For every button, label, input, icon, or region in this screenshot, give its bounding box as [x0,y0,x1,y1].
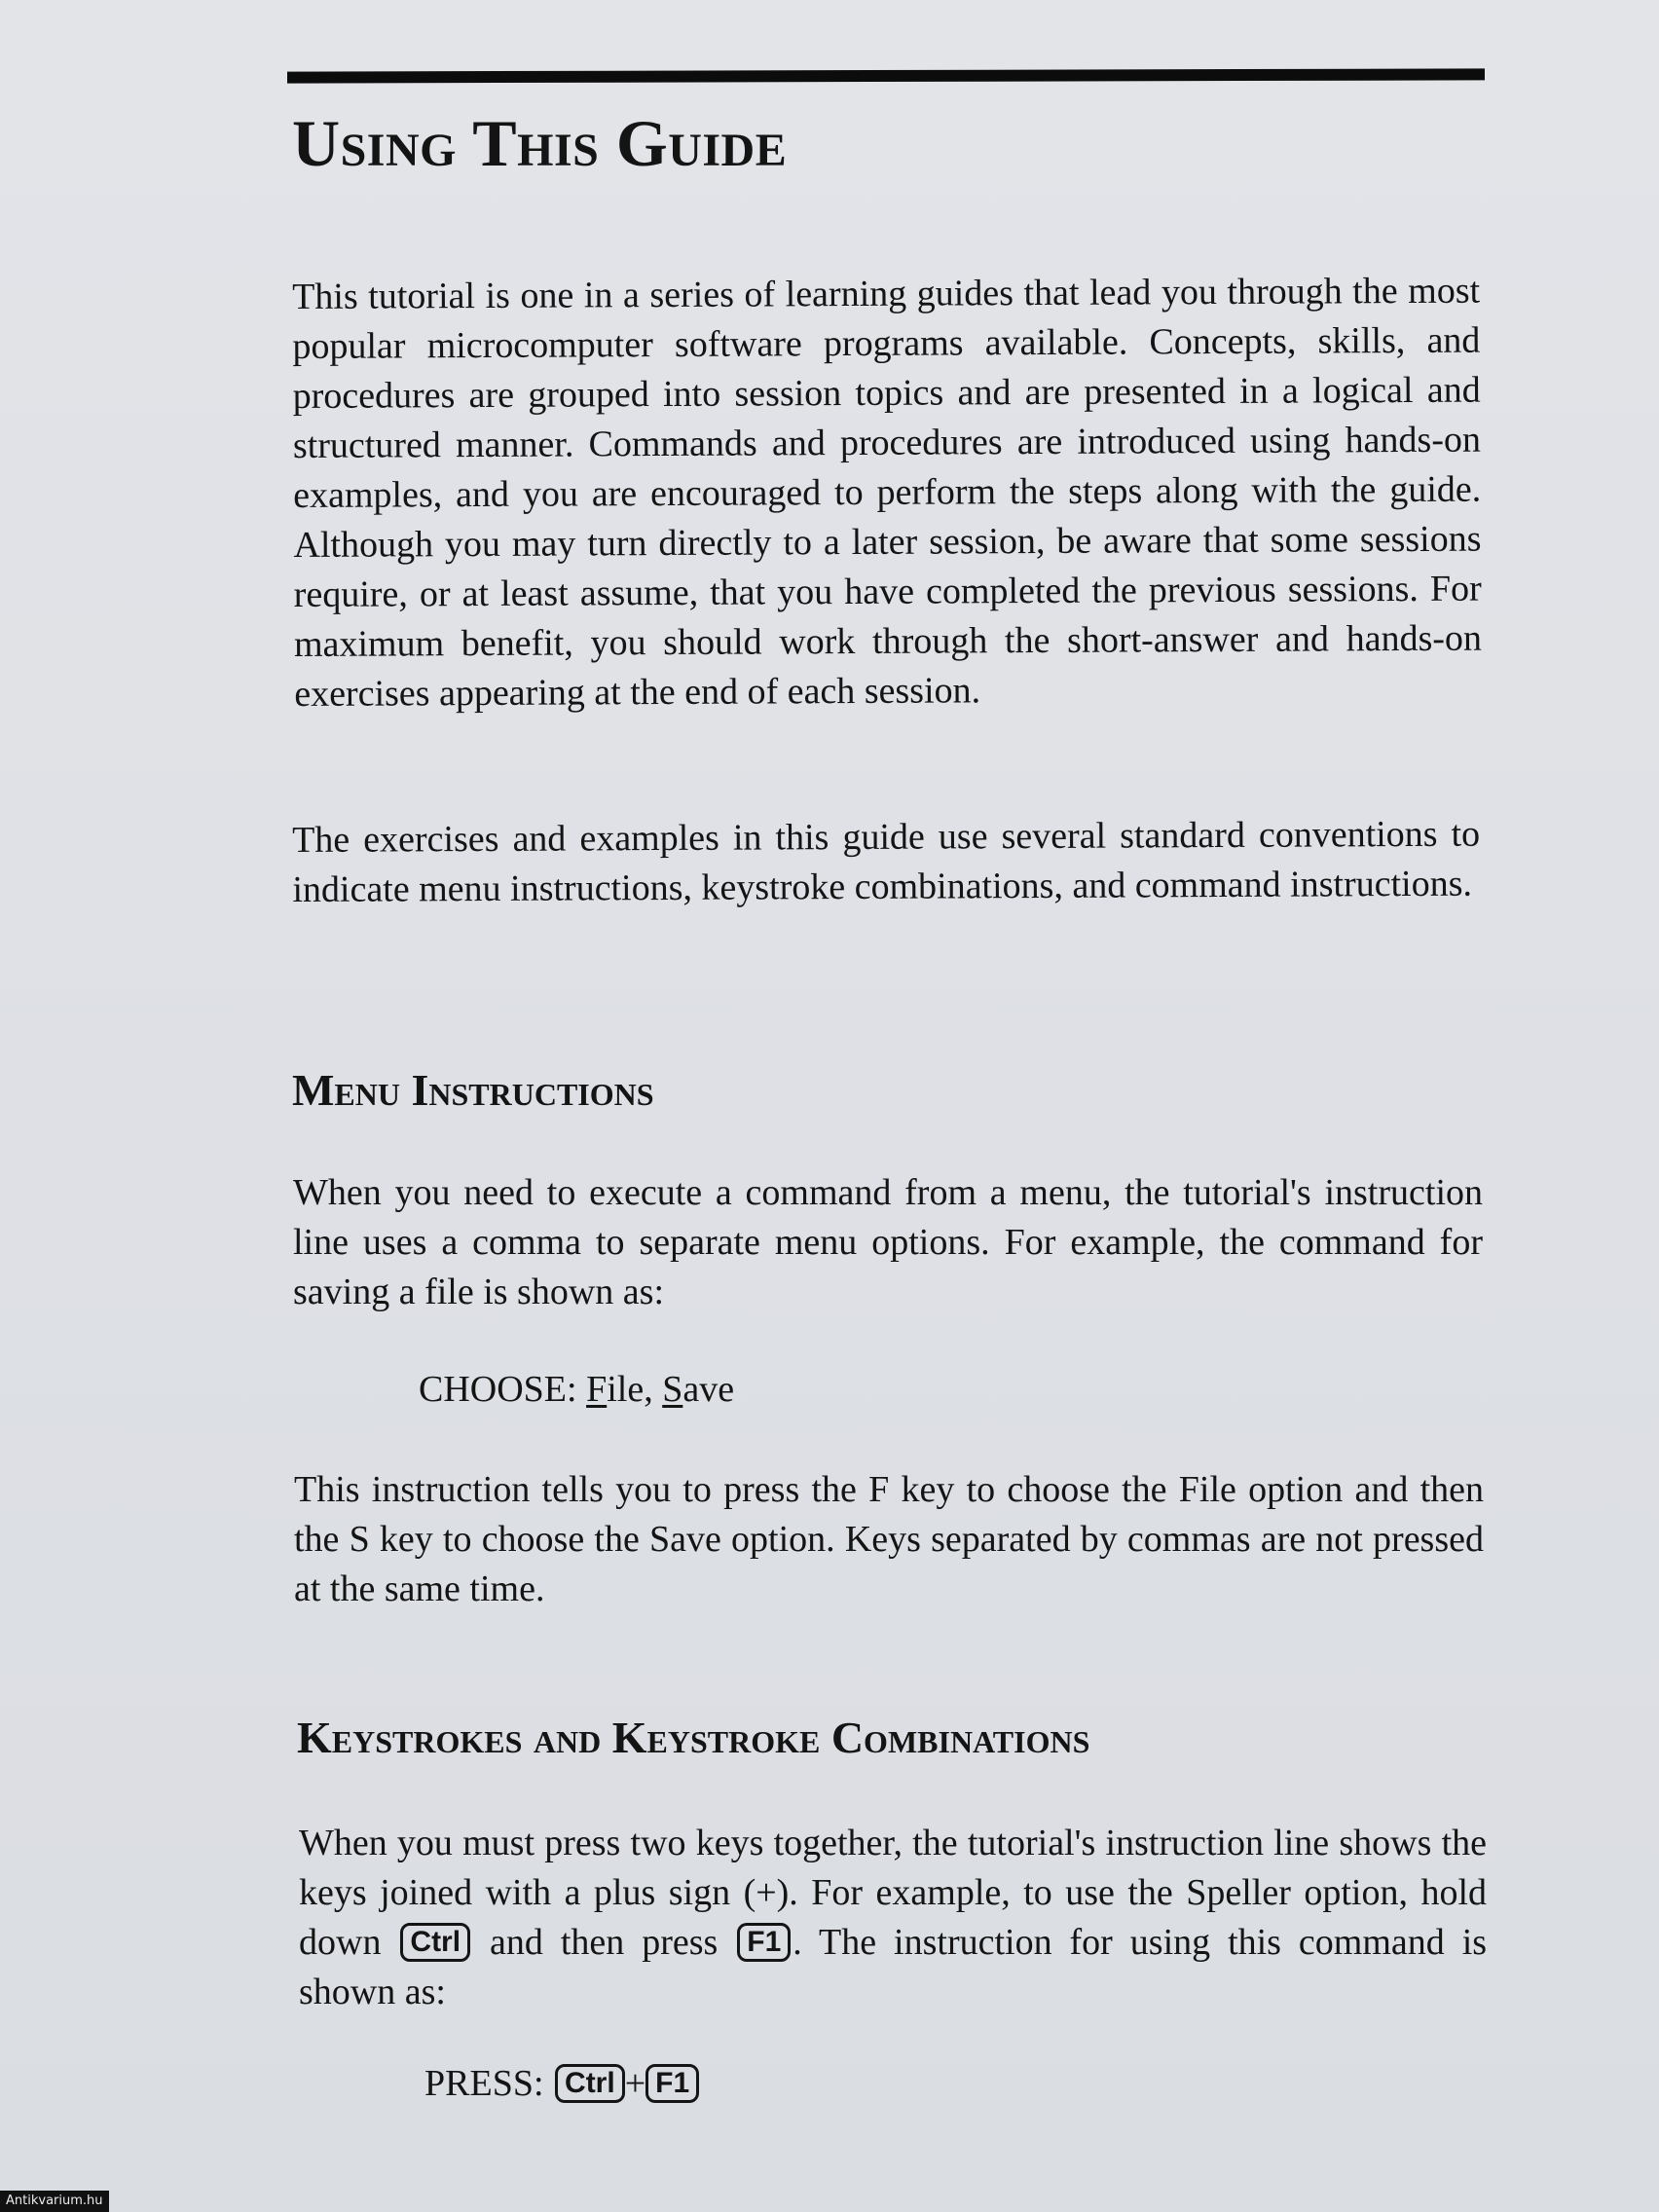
keystroke-text-part3: . The instruction for using this command is shown as: [299,1922,1488,2012]
plus-sign: + [624,2063,646,2104]
f1-key-icon: F1 [645,2064,699,2103]
keystroke-paragraph [299,1819,1487,2017]
title-rule [287,68,1485,83]
file-mnemonic: F [586,1369,608,1410]
choose-command-example [419,1368,734,1411]
keystroke-text-part2: and then press [490,1922,719,1963]
choose-label: CHOOSE: [419,1369,577,1410]
conventions-paragraph: The exercises and examples in this guide use several standard conventions to indicate menu instructions, keystroke combinations, and command instructions. [292,813,1481,910]
ctrl-key-icon: Ctrl [555,2064,625,2103]
watermark: Antikvarium.hu [0,2191,109,2212]
menu-explanation-paragraph: This instruction tells you to press the F key to choose the File option and then the S key to choose the Save option. Keys separated by commas are not pressed at the same time. [294,1469,1484,1609]
intro-paragraph: This tutorial is one in a series of learning guides that lead you through the most popular microcomputer software programs available. Concepts, skills, and procedures are grouped into session topics and are presented in a logical and structured manner. Commands and procedures are introduced using hands-on examples, and you are encouraged to perform the steps along with the guide. Although you may turn directly to a later session, be aware that some sessions require, or at least assume, that you have completed the previous sessions. For maximum benefit, you should work through the short-answer and hands-on exercises appearing at the end of each session. [292,270,1483,715]
menu-separator: , [644,1369,663,1410]
keystroke-combinations-heading: Keystrokes and Keystroke Combinations [297,1713,1090,1762]
menu-instructions-heading: Menu Instructions [292,1065,654,1115]
keystroke-text-part1: When you must press two keys together, the tutorial's instruction line shows the keys joined with a plus sign (+). For example, to use the Speller option, hold down [299,1823,1487,1963]
ctrl-key-icon: Ctrl [400,1923,470,1962]
save-mnemonic: S [662,1369,683,1410]
menu-instructions-paragraph: When you need to execute a command from a menu, the tutorial's instruction line uses a comma to separate menu options. For example, the command for saving a file is shown as: [293,1172,1483,1312]
f1-key-icon: F1 [737,1923,791,1962]
save-rest: ave [682,1369,735,1410]
press-command-example [424,2062,701,2105]
page-title: Using This Guide [292,106,788,180]
press-label: PRESS: [424,2063,544,2104]
file-rest: ile [607,1369,645,1410]
